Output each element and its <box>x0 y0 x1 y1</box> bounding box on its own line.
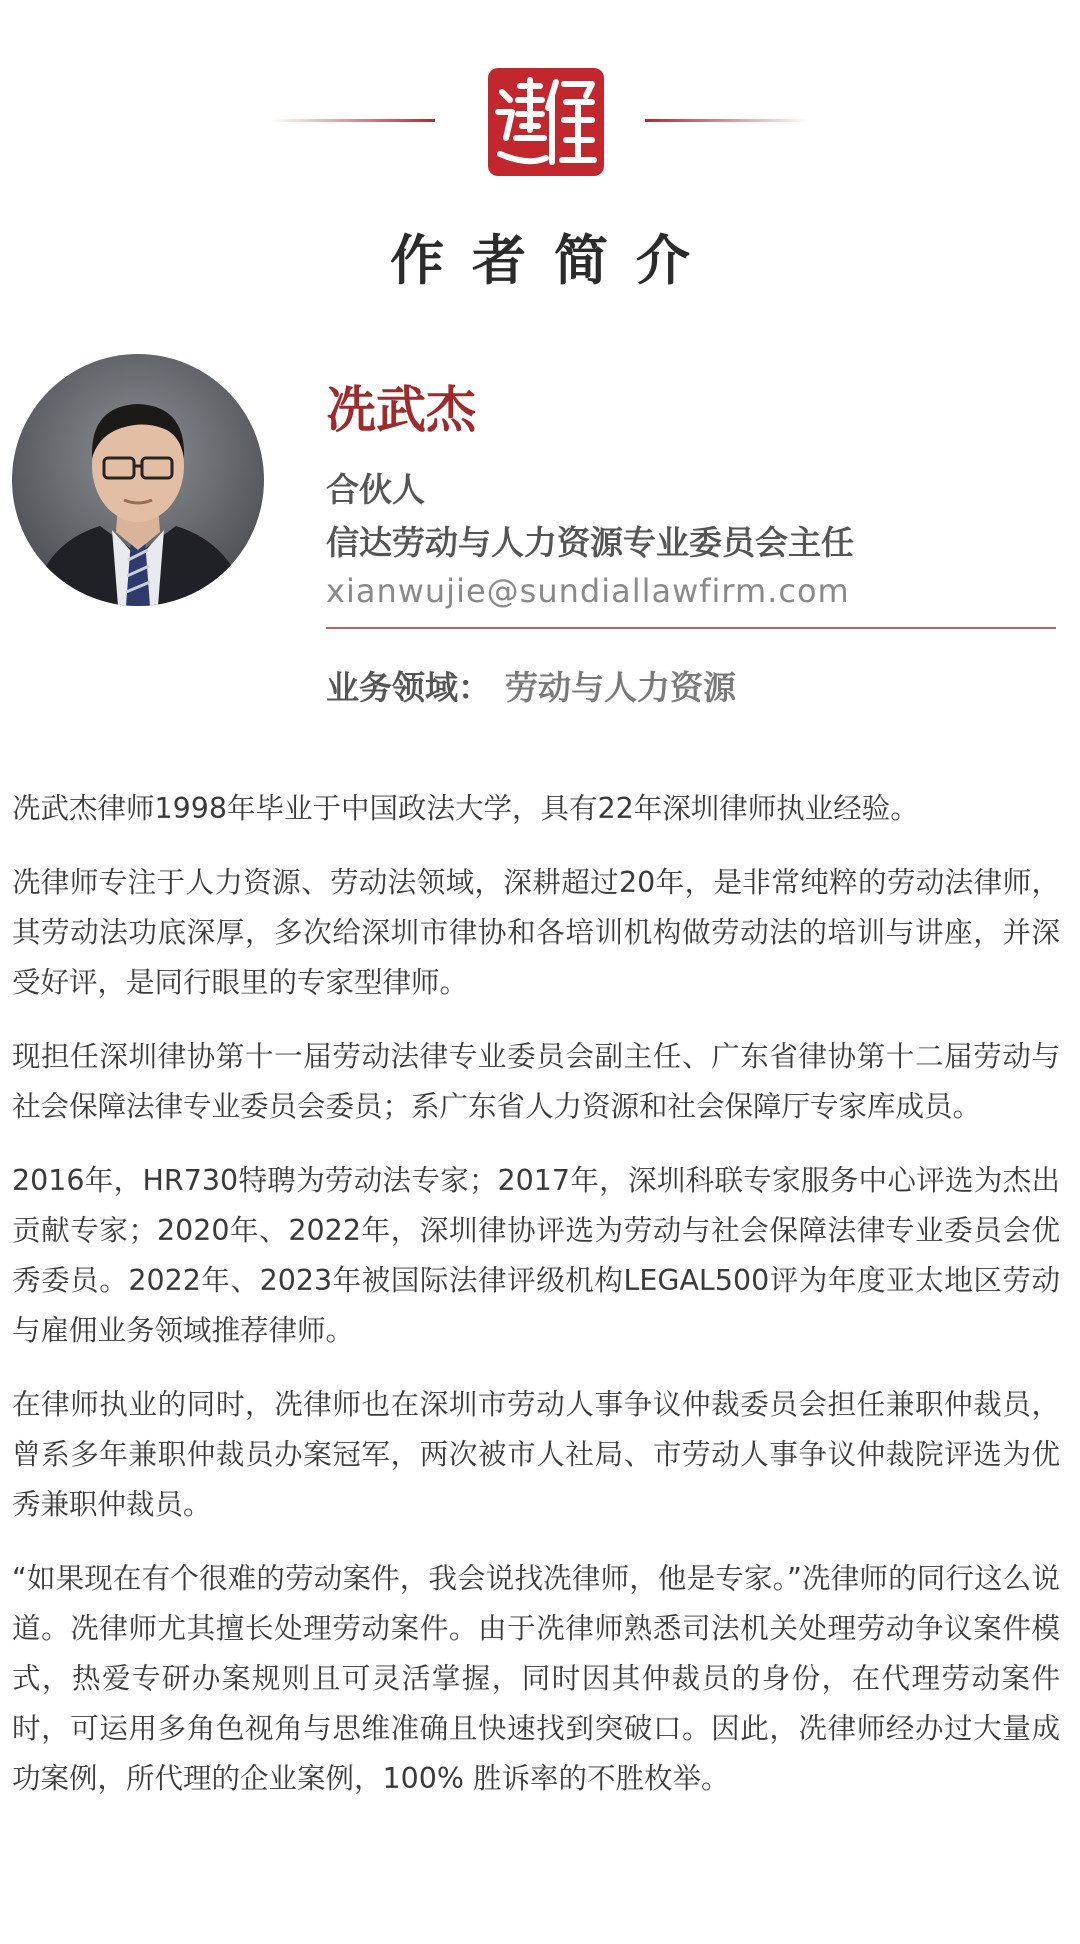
author-email[interactable]: xianwujie@sundiallawfirm.com <box>326 572 850 610</box>
decorative-line-left <box>270 119 435 122</box>
profile-divider <box>326 627 1056 629</box>
bio-paragraph: 冼武杰律师1998年毕业于中国政法大学，具有22年深圳律师执业经验。 <box>12 792 919 825</box>
bio-section <box>12 784 1060 1828</box>
seal-logo-icon <box>488 68 604 176</box>
bio-paragraph: 冼律师专注于人力资源、劳动法领域，深耕超过20年，是非常纯粹的劳动法律师，其劳动法功底深厚，多次给深圳市律协和各培训机构做劳动法的培训与讲座，并深受好评，是同行眼里的专家型律师。 <box>12 866 1060 999</box>
practice-area-value: 劳动与人力资源 <box>505 668 736 707</box>
practice-area-label: 业务领域： <box>326 668 491 707</box>
author-committee-role: 信达劳动与人力资源专业委员会主任 <box>326 523 854 562</box>
section-title: 作者简介 <box>390 228 718 292</box>
seal-glyph-icon <box>488 68 604 176</box>
author-name: 冼武杰 <box>326 380 476 439</box>
author-title: 合伙人 <box>326 470 425 509</box>
decorative-line-right <box>645 119 810 122</box>
bio-paragraph: 2016年，HR730特聘为劳动法专家；2017年，深圳科联专家服务中心评选为杰出贡献专家；2020年、2022年，深圳律协评选为劳动与社会保障法律专业委员会优秀委员。2022年、2023年被国际法律评级机构LEGAL500评为年度亚太地区劳动与雇佣业务领域推荐律师。 <box>12 1164 1060 1347</box>
header <box>0 0 1080 300</box>
practice-area <box>326 662 736 709</box>
bio-paragraph: 现担任深圳律协第十一届劳动法律专业委员会副主任、广东省律协第十二届劳动与社会保障法律专业委员会委员；系广东省人力资源和社会保障厅专家库成员。 <box>12 1040 1060 1123</box>
avatar <box>12 354 264 606</box>
bio-paragraph: “如果现在有个很难的劳动案件，我会说找冼律师，他是专家。”冼律师的同行这么说道。冼律师尤其擅长处理劳动案件。由于冼律师熟悉司法机关处理劳动争议案件模式，热爱专研办案规则且可灵活掌握，同时因其仲裁员的身份，在代理劳动案件时，可运用多角色视角与思维准确且快速找到突破口。因此，冼律师经办过大量成功案例，所代理的企业案例，100% 胜诉率的不胜枚举。 <box>12 1562 1060 1795</box>
bio-paragraph: 在律师执业的同时，冼律师也在深圳市劳动人事争议仲裁委员会担任兼职仲裁员，曾系多年兼职仲裁员办案冠军，两次被市人社局、市劳动人事争议仲裁院评选为优秀兼职仲裁员。 <box>12 1388 1060 1521</box>
portrait-icon <box>12 354 264 606</box>
